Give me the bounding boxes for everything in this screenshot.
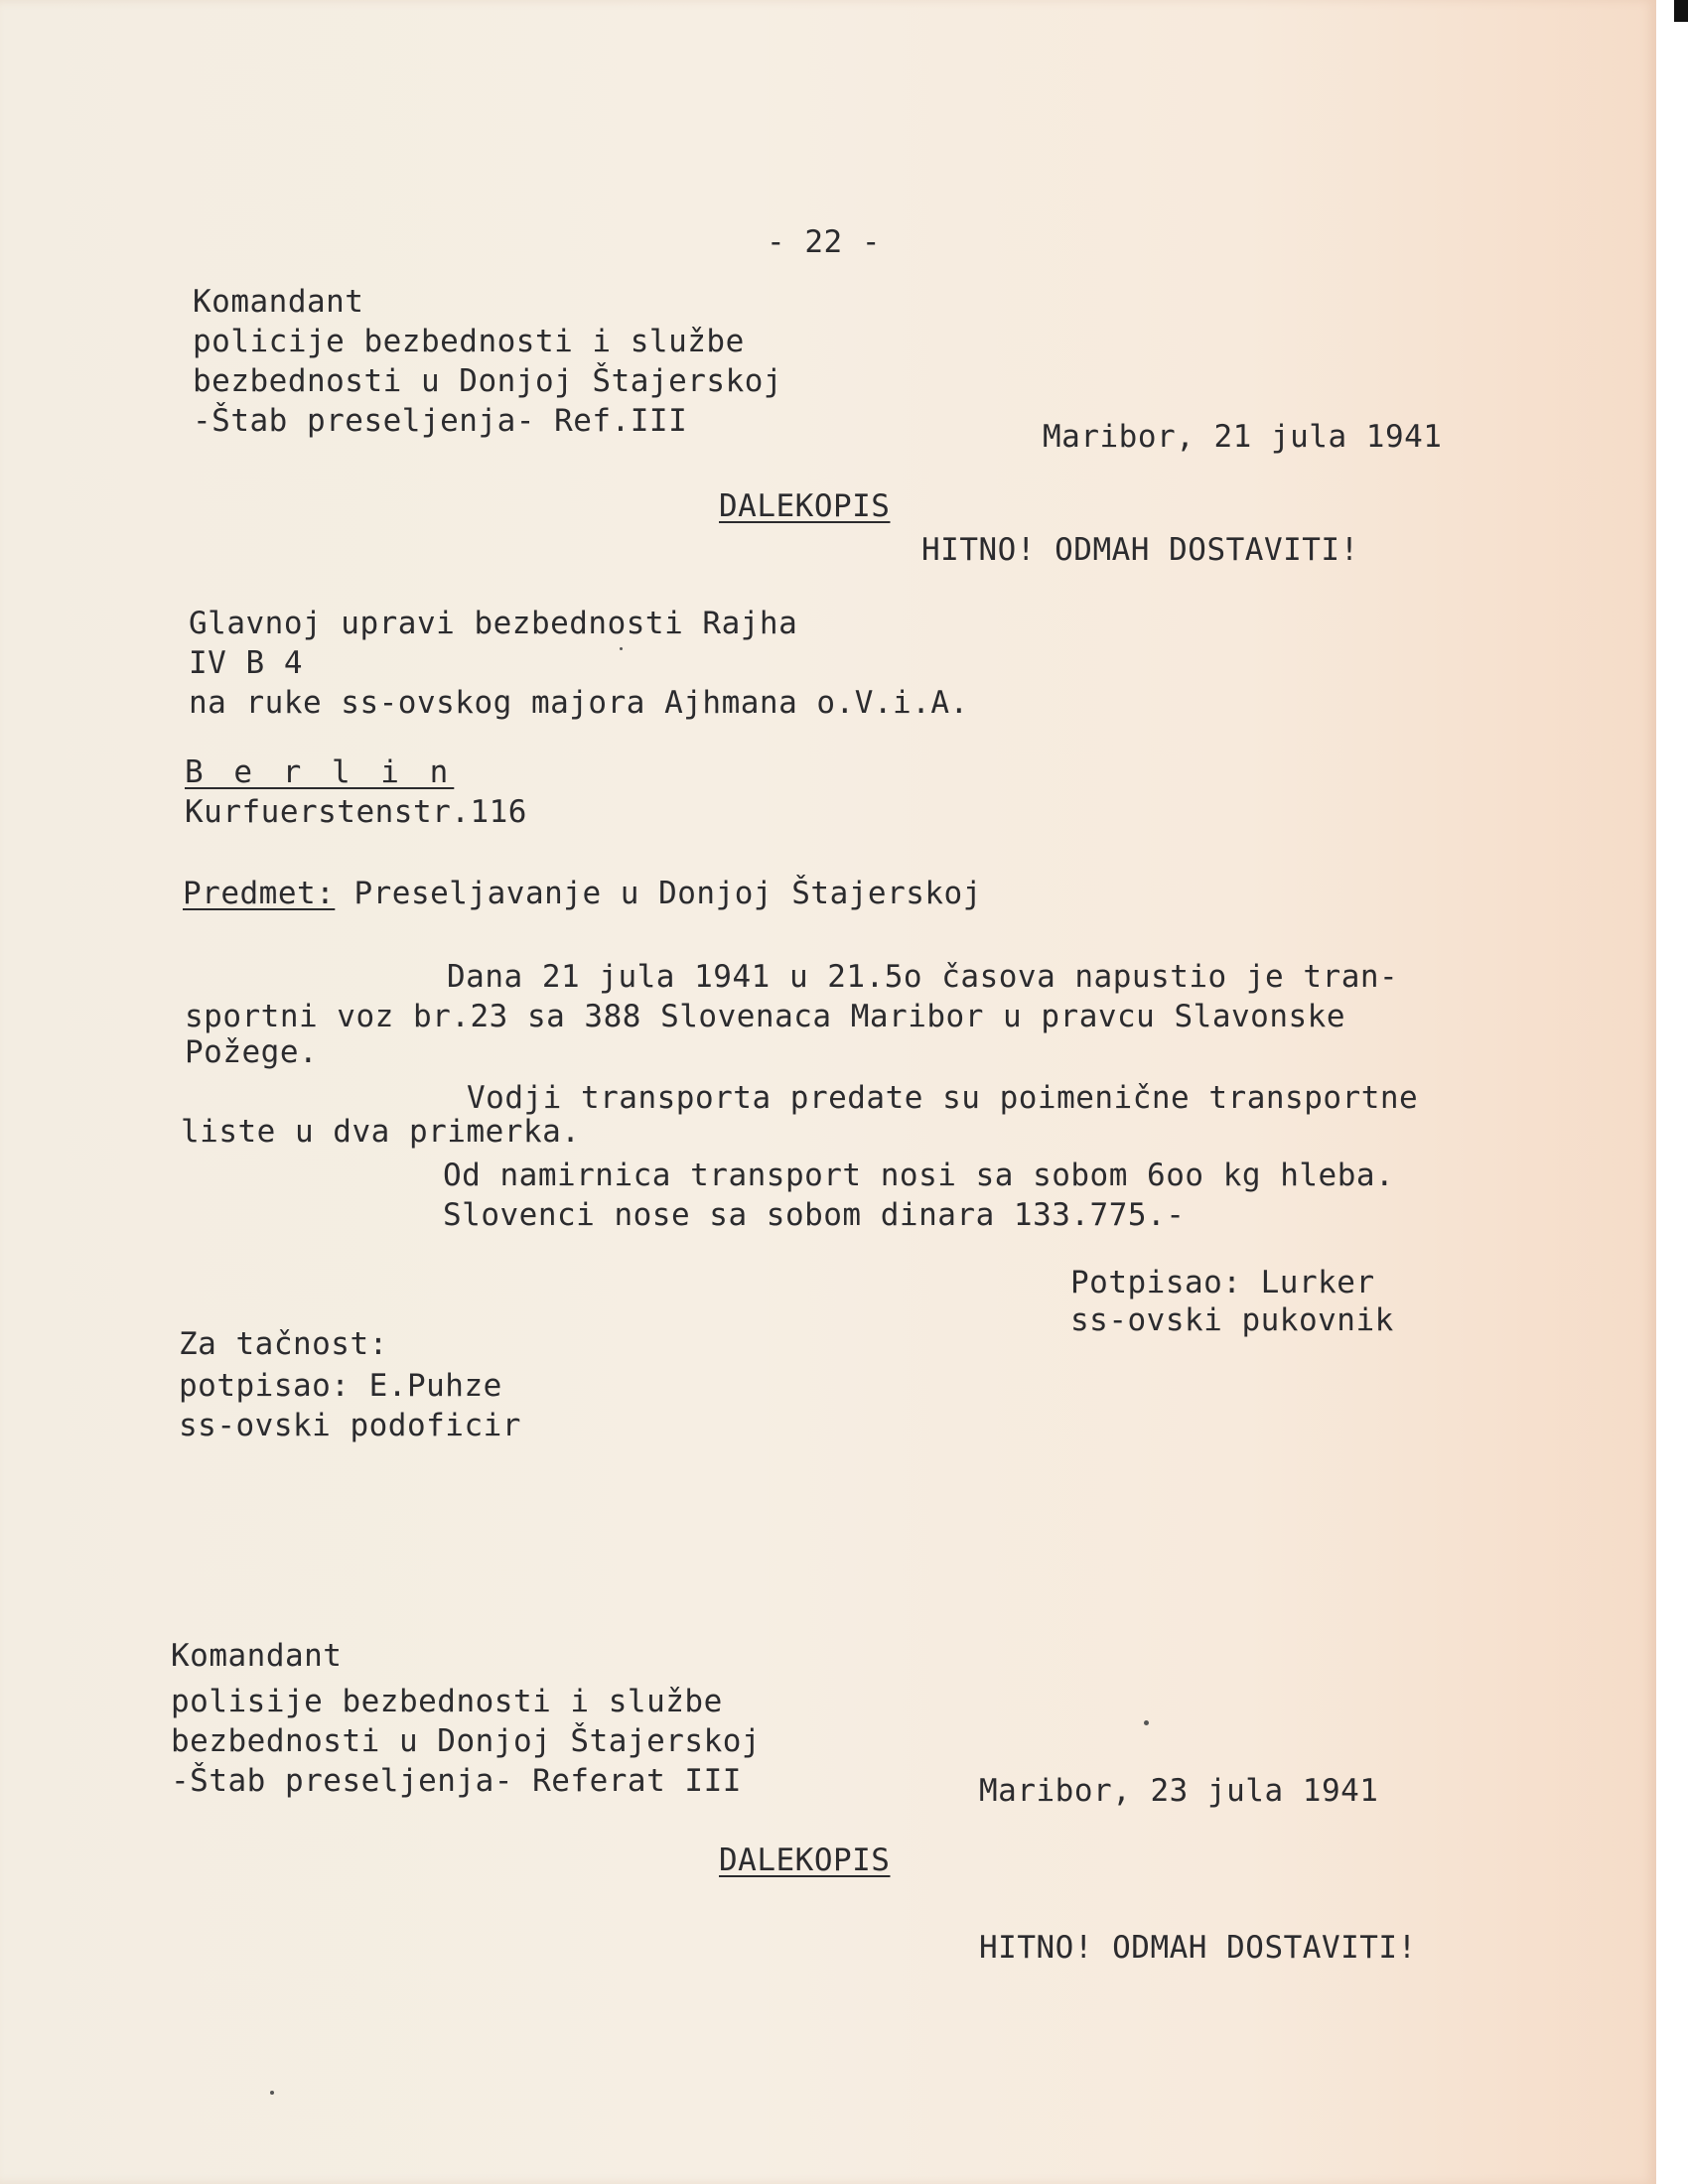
- place-date: Maribor, 21 jula 1941: [1043, 419, 1443, 455]
- subject-text: Preseljavanje u Donjoj Štajerskoj: [353, 876, 982, 911]
- sender-line-1: Komandant: [171, 1638, 343, 1674]
- certification-line-3: ss-ovski podoficir: [179, 1408, 521, 1443]
- page-number: - 22 -: [767, 224, 881, 260]
- subject-line: [183, 874, 982, 913]
- signature-line-1: Potpisao: Lurker: [1070, 1265, 1375, 1300]
- body-line-6: Od namirnica transport nosi sa sobom 6oo kg hleba.: [443, 1158, 1395, 1193]
- certification-line-2: potpisao: E.Puhze: [179, 1368, 502, 1404]
- subject-label: Predmet:: [183, 876, 336, 911]
- recipient-line-3: na ruke ss-ovskog majora Ajhmana o.V.i.A.: [189, 685, 969, 721]
- sender-line-3: bezbednosti u Donjoj Štajerskoj: [171, 1723, 762, 1759]
- sender-line-2: polisije bezbednosti i službe: [171, 1684, 723, 1719]
- scan-edge-mark: [1674, 0, 1688, 22]
- urgent-notice: HITNO! ODMAH DOSTAVITI!: [979, 1930, 1417, 1966]
- signature-line-2: ss-ovski pukovnik: [1070, 1302, 1394, 1338]
- recipient-street: Kurfuerstenstr.116: [185, 794, 527, 830]
- body-line-3: Požege.: [185, 1034, 319, 1070]
- sender-line-2: policije bezbednosti i službe: [193, 324, 745, 359]
- paper-speck: [620, 647, 623, 650]
- place-date: Maribor, 23 jula 1941: [979, 1773, 1379, 1809]
- body-line-1: Dana 21 jula 1941 u 21.5o časova napustio je tran-: [447, 959, 1399, 995]
- recipient-city: B e r l i n: [185, 754, 455, 790]
- body-line-4: Vodji transporta predate su poimenične transportne: [467, 1080, 1419, 1116]
- body-line-7: Slovenci nose sa sobom dinara 133.775.-: [443, 1197, 1186, 1233]
- document-type: DALEKOPIS: [719, 488, 891, 524]
- sender-line-4: -Štab preseljenja- Ref.III: [193, 403, 688, 439]
- paper-speck: [270, 2091, 274, 2095]
- scan-edge: [1656, 0, 1688, 2184]
- sender-line-3: bezbednosti u Donjoj Štajerskoj: [193, 363, 783, 399]
- urgent-notice: HITNO! ODMAH DOSTAVITI!: [921, 532, 1359, 568]
- recipient-line-2: IV B 4: [189, 645, 303, 681]
- sender-line-1: Komandant: [193, 284, 364, 320]
- body-line-5: liste u dva primerka.: [181, 1114, 581, 1150]
- paper-speck: [1144, 1720, 1149, 1725]
- body-line-2: sportni voz br.23 sa 388 Slovenaca Maribor u pravcu Slavonske: [185, 999, 1345, 1034]
- certification-line-1: Za tačnost:: [179, 1326, 388, 1362]
- recipient-line-1: Glavnoj upravi bezbednosti Rajha: [189, 606, 798, 641]
- sender-line-4: -Štab preseljenja- Referat III: [171, 1763, 742, 1799]
- document-type: DALEKOPIS: [719, 1843, 891, 1878]
